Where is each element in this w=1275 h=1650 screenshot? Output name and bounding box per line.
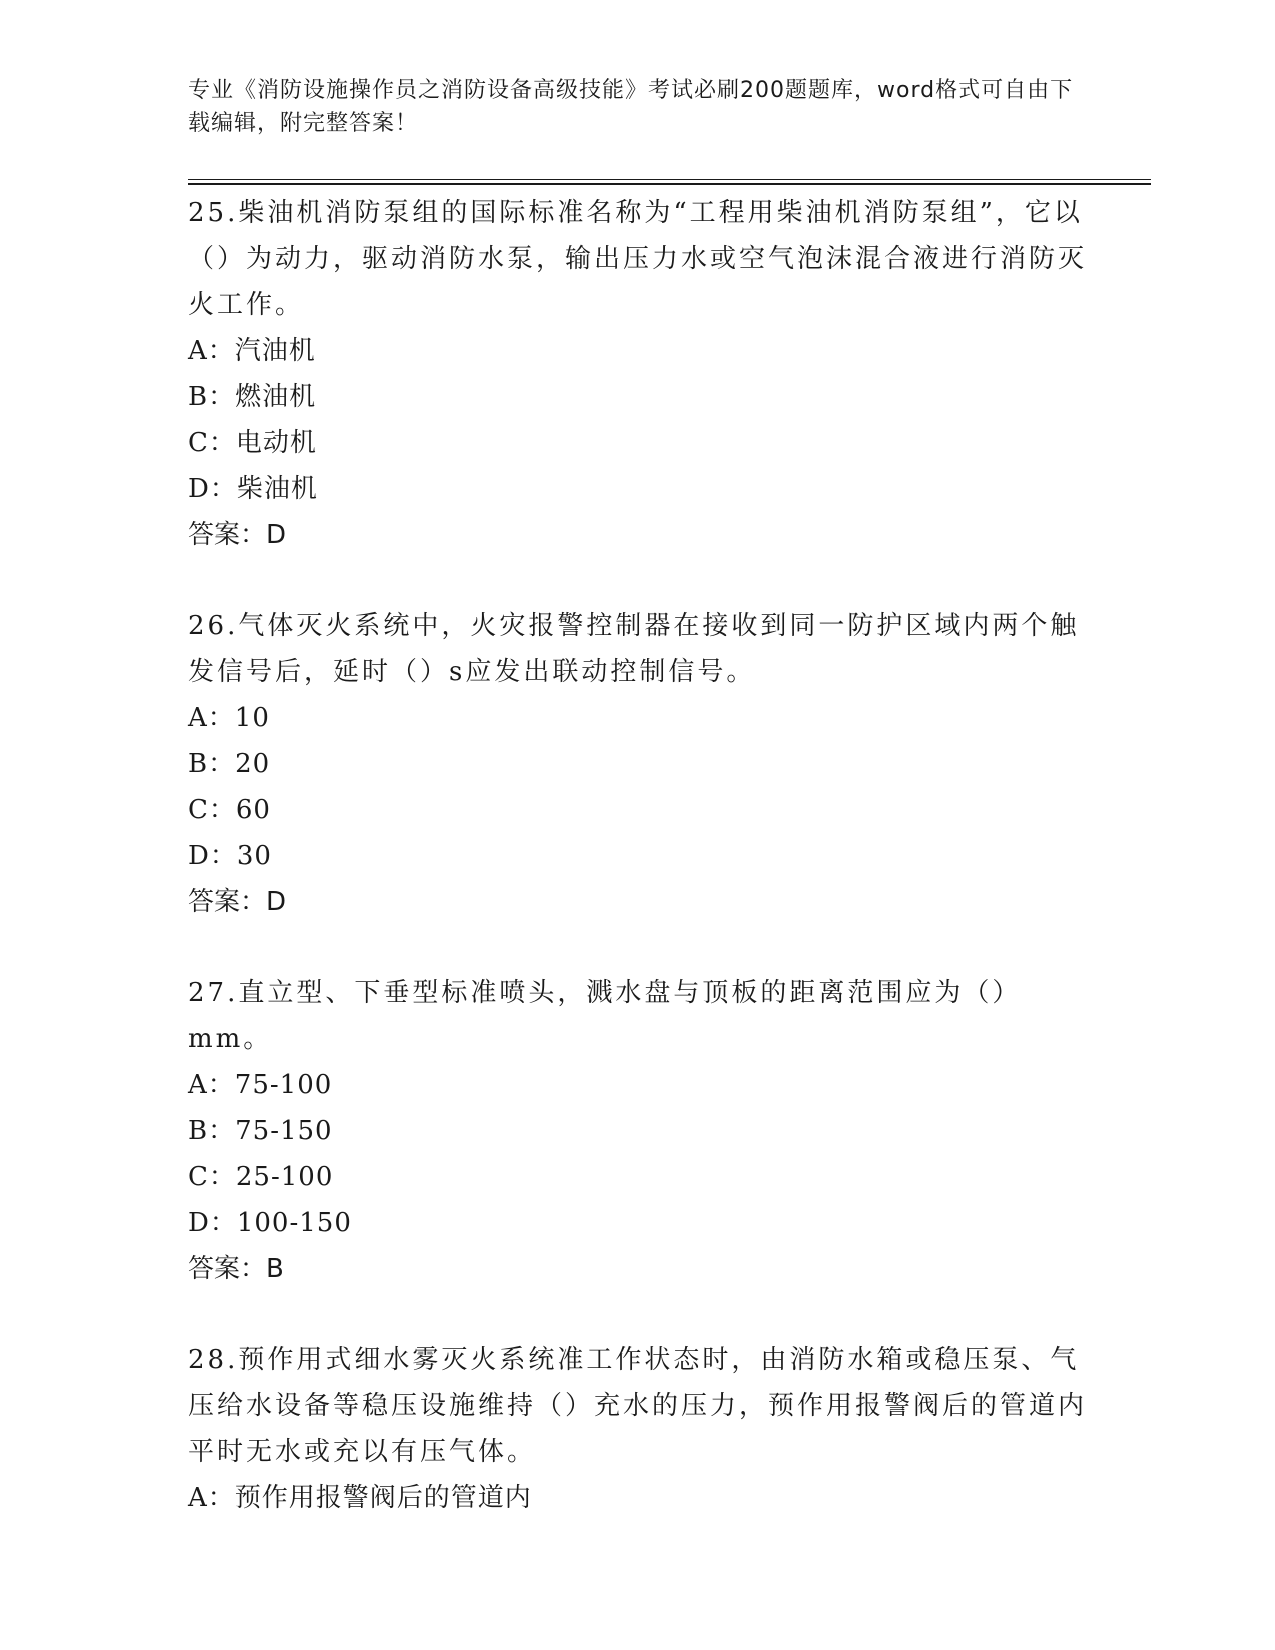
question-spacer [188,558,1088,603]
option-b: B：75-150 [188,1116,333,1146]
question-list [188,190,1088,1521]
option-b: B：燃油机 [188,382,317,412]
header-divider-thin [188,179,1151,180]
option-a: A：汽油机 [188,336,316,366]
option-d: D：柴油机 [188,474,318,504]
question-25 [188,190,1088,558]
question-28 [188,1337,1088,1521]
question-spacer [188,925,1088,970]
option-a: A：预作用报警阀后的管道内 [188,1483,532,1513]
answer-line: 答案：D [188,520,287,550]
question-stem: 26.气体灭火系统中，火灾报警控制器在接收到同一防护区域内两个触发信号后，延时（）s应发出联动控制信号。 [188,611,1080,687]
question-stem: 27.直立型、下垂型标准喷头，溅水盘与顶板的距离范围应为（）mm。 [188,978,1022,1054]
question-stem: 28.预作用式细水雾灭火系统准工作状态时，由消防水箱或稳压泵、气压给水设备等稳压设施维持（）充水的压力，预作用报警阀后的管道内平时无水或充以有压气体。 [188,1345,1088,1467]
question-stem: 25.柴油机消防泵组的国际标准名称为“工程用柴油机消防泵组”，它以（）为动力，驱动消防水泵，输出压力水或空气泡沫混合液进行消防灭火工作。 [188,198,1088,320]
option-d: D：100-150 [188,1208,352,1238]
option-a: A：10 [188,703,270,733]
answer-line: 答案：D [188,887,287,917]
question-27 [188,970,1088,1292]
header-divider-thick [188,183,1151,185]
answer-line: 答案：B [188,1254,284,1284]
question-spacer [188,1292,1088,1337]
option-b: B：20 [188,749,271,779]
option-c: C：电动机 [188,428,317,458]
document-header: 专业《消防设施操作员之消防设备高级技能》考试必刷200题题库，word格式可自由下载编辑，附完整答案！ [188,78,1074,136]
option-c: C：25-100 [188,1162,334,1192]
question-26 [188,603,1088,925]
option-c: C：60 [188,795,271,825]
option-d: D：30 [188,841,272,871]
option-a: A：75-100 [188,1070,333,1100]
